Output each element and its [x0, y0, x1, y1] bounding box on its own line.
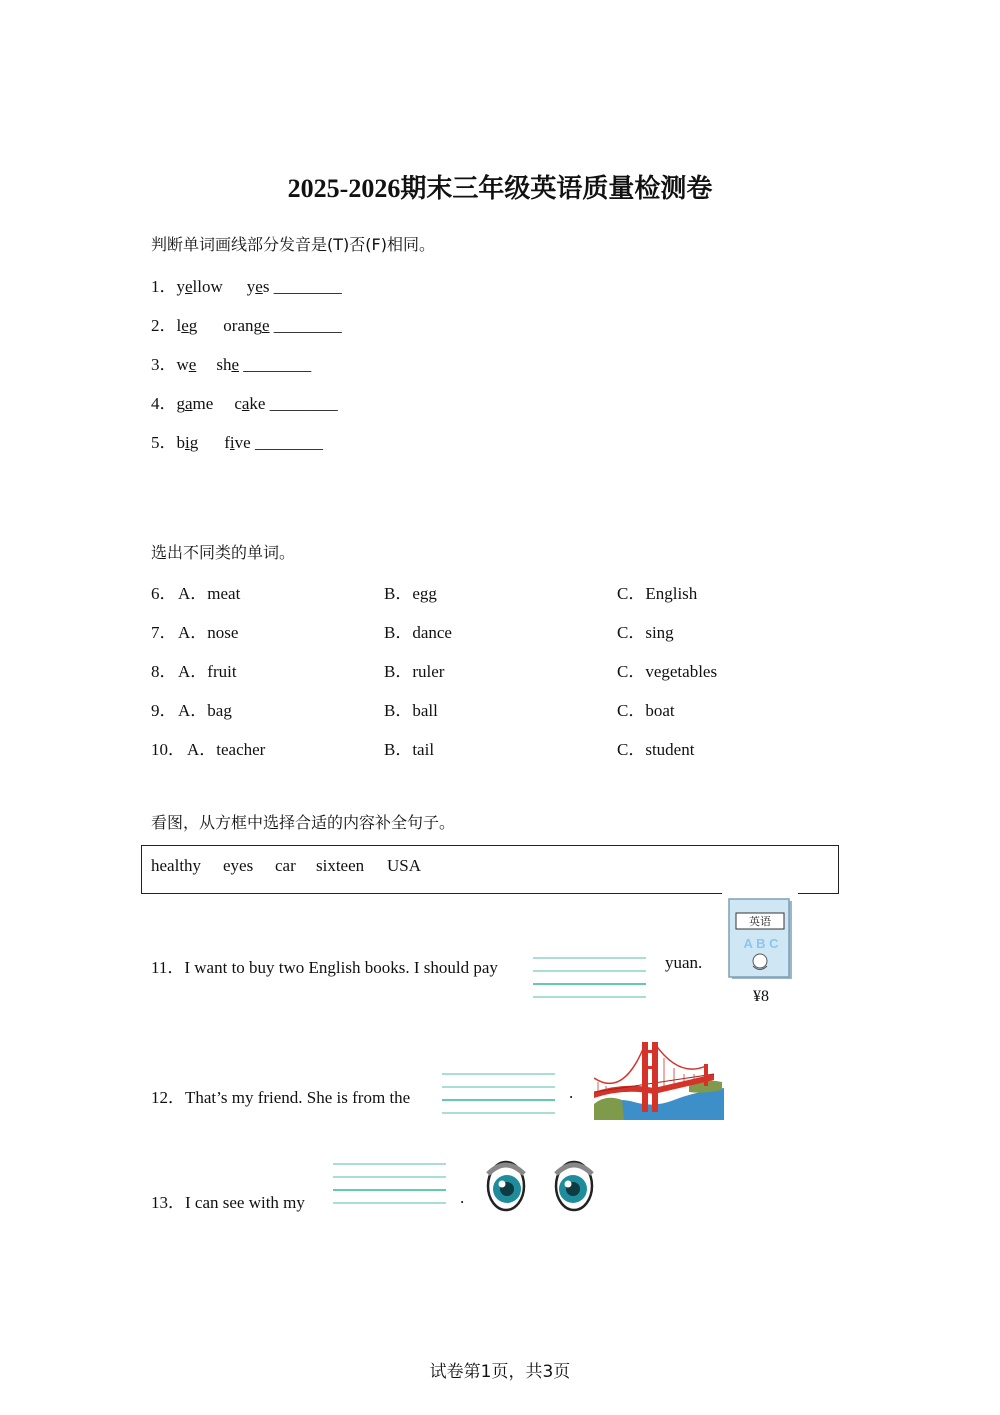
answer-blank[interactable]: ________: [269, 394, 338, 413]
question-number: 8．: [151, 662, 177, 681]
question-11-suffix: yuan.: [665, 953, 703, 972]
question-number: 6．: [151, 584, 177, 603]
list-item: 5．big five ________: [151, 433, 323, 452]
question-11-text: 11．I want to buy two English books. I should pay: [151, 958, 498, 977]
eyes-icon: [484, 1158, 598, 1214]
option-b[interactable]: B．ruler: [384, 662, 445, 681]
option-b[interactable]: B．ball: [384, 701, 438, 720]
option-c[interactable]: C．boat: [617, 701, 675, 720]
list-item: 1．yellow yes ________: [151, 277, 342, 296]
book-label: 英语: [749, 915, 771, 928]
page-footer: 试卷第1页，共3页: [429, 1362, 571, 1382]
option-b[interactable]: B．egg: [384, 584, 437, 603]
option-a[interactable]: A．fruit: [178, 662, 237, 681]
word-bank-item: healthy: [151, 856, 202, 875]
option-a[interactable]: A．nose: [178, 623, 239, 642]
option-b[interactable]: B．tail: [384, 740, 435, 759]
answer-blank[interactable]: ________: [243, 355, 312, 374]
word-bank-box: [141, 845, 839, 894]
question-12-suffix: .: [569, 1083, 574, 1102]
section3-instruction: 看图，从方框中选择合适的内容补全句子。: [151, 813, 456, 832]
price-label: ¥8: [753, 988, 769, 1005]
word-bank-item: eyes: [223, 856, 254, 875]
question-number: 9．: [151, 701, 177, 720]
book-icon: [722, 893, 798, 981]
question-13-text: 13．I can see with my: [151, 1193, 305, 1212]
option-c[interactable]: C．vegetables: [617, 662, 718, 681]
golden-gate-bridge-icon: [594, 1038, 724, 1120]
answer-line-11[interactable]: [533, 957, 646, 999]
list-item: 4．game cake ________: [151, 394, 338, 413]
option-a[interactable]: A．bag: [178, 701, 232, 720]
book-letters: A B C: [743, 936, 779, 951]
option-a[interactable]: A．meat: [178, 584, 241, 603]
section2-instruction: 选出不同类的单词。: [151, 543, 296, 562]
bridge-image: [594, 1038, 724, 1120]
answer-blank[interactable]: ________: [273, 316, 342, 335]
word-bank-item: USA: [387, 856, 422, 875]
question-12-text: 12．That’s my friend. She is from the: [151, 1088, 411, 1107]
eyes-image: [484, 1158, 598, 1214]
answer-line-13[interactable]: [333, 1163, 446, 1205]
answer-line-12[interactable]: [442, 1073, 555, 1115]
question-number: 7．: [151, 623, 177, 642]
option-c[interactable]: C．sing: [617, 623, 674, 642]
option-a[interactable]: A．teacher: [187, 740, 266, 759]
option-b[interactable]: B．dance: [384, 623, 452, 642]
list-item: 3．we she ________: [151, 355, 312, 374]
option-c[interactable]: C．English: [617, 584, 698, 603]
word-bank-item: sixteen: [316, 856, 365, 875]
answer-blank[interactable]: ________: [273, 277, 342, 296]
answer-blank[interactable]: ________: [254, 433, 323, 452]
question-number: 10．: [151, 740, 185, 759]
option-c[interactable]: C．student: [617, 740, 695, 759]
book-image: [722, 893, 798, 981]
section1-instruction: 判断单词画线部分发音是(T)否(F)相同。: [151, 235, 435, 254]
question-13-suffix: .: [460, 1188, 465, 1207]
list-item: 2．leg orange ________: [151, 316, 342, 335]
word-bank-item: car: [275, 856, 296, 875]
page-title: 2025-2026期末三年级英语质量检测卷: [287, 174, 713, 203]
